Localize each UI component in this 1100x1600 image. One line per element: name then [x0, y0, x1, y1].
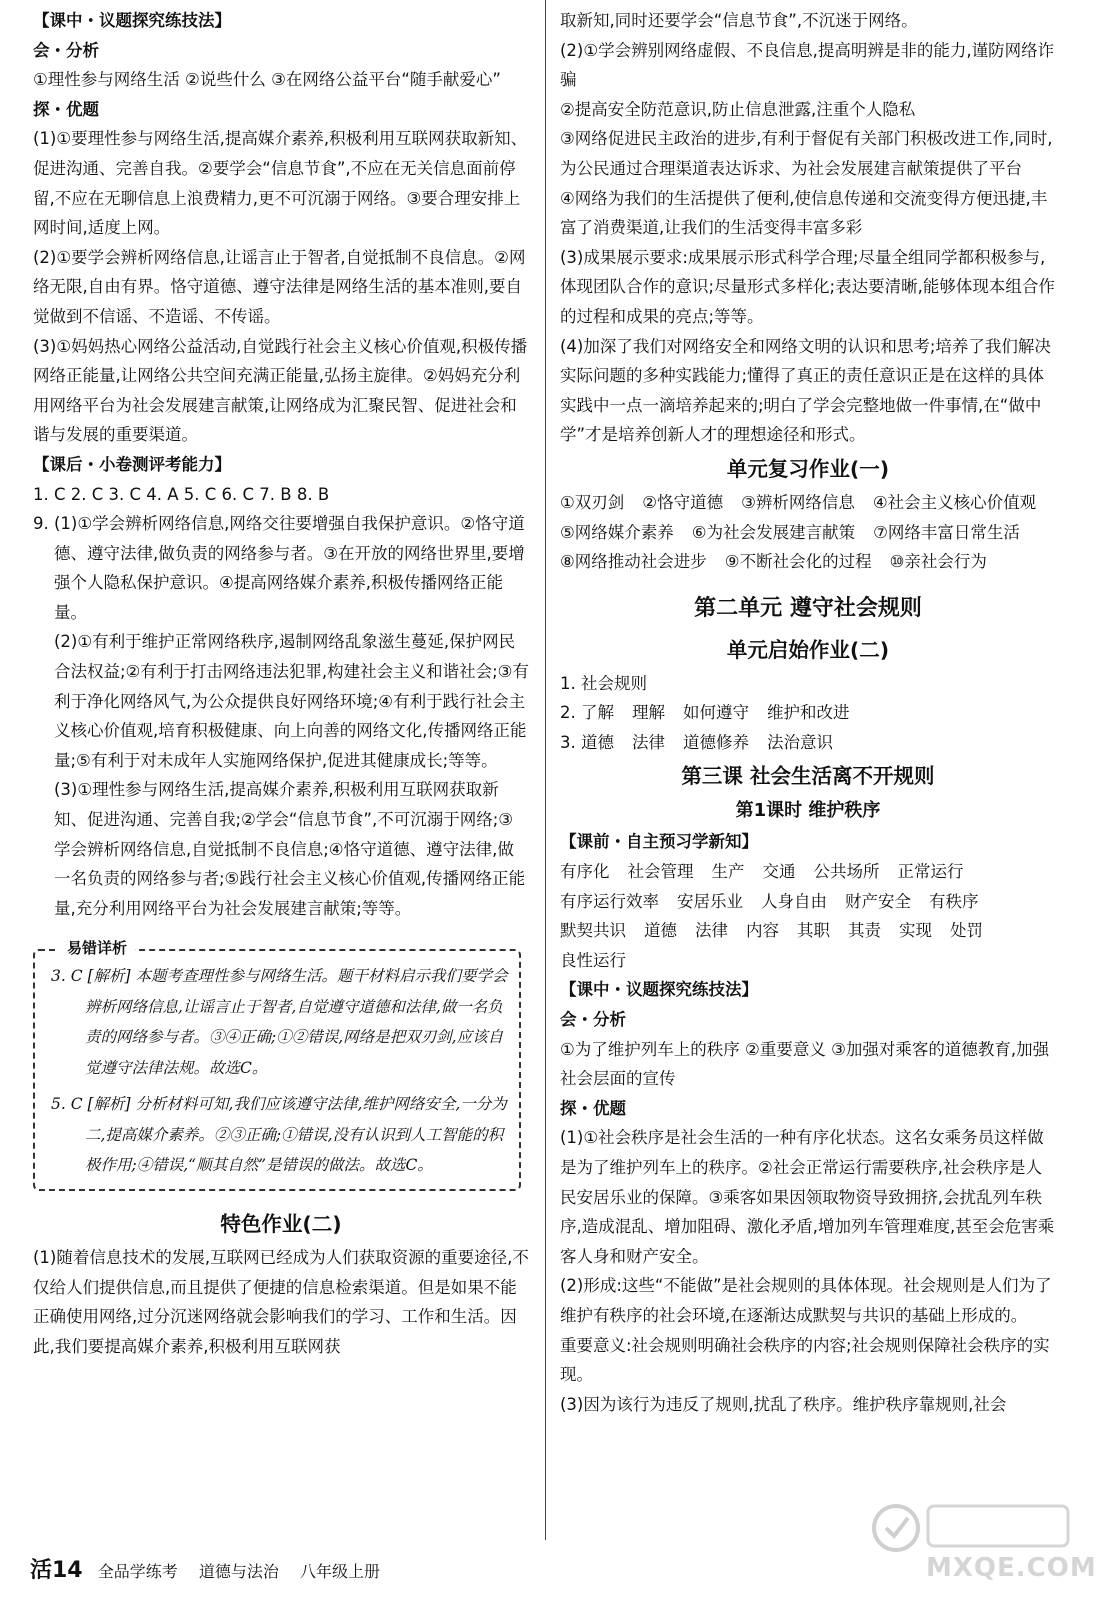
review-item: ⑨不断社会化的过程: [724, 552, 872, 572]
answer-paragraph: (1)①要理性参与网络生活,提高媒介素养,积极利用互联网获取新知、促进沟通、完善自我。②要学会“信息节食”,不应在无关信息面前停留,不应在无聊信息上浪费精力,更不可沉溺于网络。③要合理安排上网时间,适度上网。: [33, 129, 528, 238]
start-word: 法律: [632, 732, 665, 752]
preview-word: 其责: [848, 921, 881, 941]
section-header: 【课中・议题探究练技法】: [560, 980, 758, 1000]
watermark: [868, 1498, 1097, 1590]
answer-paragraph: (4)加深了我们对网络安全和网络文明的认识和思考;培养了我们解决实际问题的多种实践能力;懂得了真正的责任意识正是在这样的具体实践中一点一滴培养起来的;明白了学会完整地做一件事情,在“做中学”才是培养创新人才的理想途径和形式。: [560, 336, 1051, 445]
answer-paragraph: (3)①理性参与网络生活,提高媒介素养,积极利用互联网获取新知、促进沟通、完善自我;②学会“信息节食”,不可沉溺于网络;③学会辨析网络信息,自觉抵制不良信息;④恪守道德、遵守法律,做一名负责的网络参与者;⑤践行社会主义核心价值观,传播网络正能量,充分利用网络平台为社会发展建言献策;等等。: [54, 780, 526, 918]
start-word: 2. 了解: [560, 703, 614, 723]
start-word: 法治意识: [767, 732, 833, 752]
review-item: ②恪守道德: [642, 492, 724, 512]
subheading: 探・优题: [33, 99, 99, 119]
start-answer: [560, 728, 1056, 758]
preview-word: 实现: [899, 921, 932, 941]
unit-review-items: [560, 488, 1056, 577]
answer-paragraph: 重要意义:社会规则明确社会秩序的内容;社会规则保障社会秩序的实现。: [560, 1335, 1050, 1385]
unit-title: 第二单元 遵守社会规则: [694, 595, 922, 621]
left-column: [33, 6, 529, 1361]
choice-answers: 1. C 2. C 3. C 4. A 5. C 6. C 7. B 8. B: [33, 484, 330, 504]
answer-paragraph: ③网络促进民主政治的进步,有利于督促有关部门积极改进工作,同时,为公民通过合理渠道表达诉求、为社会发展建言献策提供了平台: [560, 129, 1053, 178]
preview-word: 默契共识: [560, 921, 626, 941]
book-grade: 八年级上册: [299, 1562, 380, 1581]
column-divider: [545, 0, 546, 1540]
analysis-answer: ①理性参与网络生活 ②说些什么 ③在网络公益平台“随手献爱心”: [33, 70, 501, 90]
preview-word: 法律: [695, 921, 728, 941]
review-item: ①双刃剑: [560, 492, 625, 512]
start-answer: [560, 698, 1056, 728]
start-word: 道德修养: [683, 732, 749, 752]
start-answer: 1. 社会规则: [560, 673, 647, 693]
answer-paragraph: (2)①学会辨别网络虚假、不良信息,提高明辨是非的能力,谨防网络诈骗: [560, 40, 1055, 90]
page-number: 活14: [30, 1558, 83, 1583]
answer-paragraph: (2)形成:这些“不能做”是社会规则的具体体现。社会规则是人们为了维护有秩序的社会环境,在逐渐达成默契与共识的基础上形成的。: [560, 1276, 1052, 1325]
preview-word: 社会管理: [627, 862, 694, 882]
preview-word: 内容: [746, 921, 779, 941]
analysis-answer: ①为了维护列车上的秩序 ②重要意义 ③加强对乘客的道德教育,加强社会层面的宣传: [560, 1039, 1050, 1089]
unit-start-title: 单元启始作业(二): [726, 637, 890, 662]
preview-word: 财产安全: [845, 891, 911, 911]
section-header: 【课前・自主预习学新知】: [560, 832, 758, 852]
right-column: [560, 6, 1056, 1419]
answer-paragraph: 取新知,同时还要学会“信息节食”,不沉迷于网络。: [560, 11, 918, 30]
start-word: 如何遵守: [683, 703, 749, 723]
page-footer: [30, 1556, 396, 1587]
preview-word: 其职: [797, 921, 830, 941]
special-homework-title: 特色作业(二): [220, 1211, 342, 1236]
preview-word: 交通: [762, 862, 796, 882]
answer-paragraph: (1)①社会秩序是社会生活的一种有序化状态。这名女乘务员这样做是为了维护列车上的秩序。②社会正常运行需要秩序,社会秩序是人民安居乐业的保障。③乘客如果因领取物资导致拥挤,会扰乱列车秩序,造成混乱、增加阻碍、激化矛盾,增加列车管理难度,甚至会危害乘客人身和财产安全。: [560, 1128, 1055, 1266]
watermark-text: MXQE.COM: [926, 1553, 1097, 1583]
preview-word: 公共场所: [813, 862, 880, 882]
review-item: ⑥为社会发展建言献策: [691, 522, 856, 542]
review-item: ⑩亲社会行为: [889, 552, 987, 572]
answer-paragraph: (3)①妈妈热心网络公益活动,自觉践行社会主义核心价值观,积极传播网络正能量,让网络公共空间充满正能量,弘扬主旋律。②妈妈充分利用网络平台为社会发展建言献策,让网络成为汇聚民智、促进社会和谐与发展的重要渠道。: [33, 336, 528, 445]
review-item: ⑤网络媒介素养: [560, 522, 674, 542]
review-item: ⑧网络推动社会进步: [560, 552, 707, 572]
answer-paragraph: (1)随着信息技术的发展,互联网已经成为人们获取资源的重要途径,不仅给人们提供信息,而且提供了便捷的信息检索渠道。但是如果不能正确使用网络,过分沉迷网络就会影响我们的学习、工作和生活。因此,我们要提高媒介素养,积极利用互联网获: [33, 1247, 529, 1356]
preview-word: 良性运行: [560, 950, 626, 970]
analysis-item: 5. C [解析] 分析材料可知,我们应该遵守法律,维护网络安全,一分为二,提高媒介素养。②③正确;①错误,没有认识到人工智能的积极作用;④错误,“顺其自然”是错误的做法。故选C。: [51, 1095, 507, 1175]
analysis-item: 3. C [解析] 本题考查理性参与网络生活。题干材料启示我们要学会辨析网络信息,让谣言止于智者,自觉遵守道德和法律,做一名负责的网络参与者。③④正确;①②错误,网络是把双刃剑,应该自觉遵守法律法规。故选C。: [51, 967, 508, 1077]
review-item: ③辨析网络信息: [741, 492, 855, 512]
review-item: ④社会主义核心价值观: [872, 492, 1037, 512]
period-title: 第1课时 维护秩序: [735, 800, 881, 822]
error-analysis-box: [33, 939, 521, 1191]
answer-paragraph: (3)因为该行为违反了规则,扰乱了秩序。维护秩序靠规则,社会: [560, 1394, 1007, 1414]
preview-word: 正常运行: [897, 862, 964, 882]
preview-word: 有秩序: [929, 891, 979, 911]
book-subject: 道德与法治: [198, 1562, 279, 1581]
preview-words: [560, 857, 1056, 975]
section-header: 【课中・议题探究练技法】: [33, 11, 231, 30]
preview-word: 处罚: [950, 921, 983, 941]
start-word: 理解: [632, 703, 665, 723]
preview-word: 安居乐业: [677, 891, 743, 911]
answer-paragraph: ④网络为我们的生活提供了便利,使信息传递和交流变得方便迅捷,丰富了消费渠道,让我们的生活变得丰富多彩: [560, 188, 1048, 238]
unit-review-title: 单元复习作业(一): [726, 456, 890, 481]
answer-paragraph: ②提高安全防范意识,防止信息泄露,注重个人隐私: [560, 99, 916, 119]
start-word: 维护和改进: [767, 703, 850, 723]
answer-paragraph: (3)成果展示要求:成果展示形式科学合理;尽量全组同学都积极参与,体现团队合作的意识;尽量形式多样化;表达要清晰,能够体现本组合作的过程和成果的亮点;等等。: [560, 247, 1055, 326]
subheading: 会・分析: [33, 40, 99, 60]
preview-word: 道德: [644, 921, 677, 941]
review-item: ⑦网络丰富日常生活: [873, 522, 1020, 542]
subheading: 会・分析: [560, 1010, 626, 1030]
preview-word: 有序化: [560, 862, 610, 882]
book-series: 全品学练考: [97, 1562, 178, 1581]
preview-word: 生产: [711, 862, 745, 882]
start-word: 3. 道德: [560, 732, 614, 752]
error-analysis-title: 易错详析: [59, 933, 135, 964]
preview-word: 人身自由: [761, 891, 827, 911]
answer-paragraph: 9. (1)①学会辨析网络信息,网络交往要增强自我保护意识。②恪守道德、遵守法律,做负责的网络参与者。③在开放的网络世界里,要增强个人隐私保护意识。④提高网络媒介素养,积极传播网络正能量。: [33, 514, 525, 622]
answer-paragraph: (2)①要学会辨析网络信息,让谣言止于智者,自觉抵制不良信息。②网络无限,自由有界。恪守道德、遵守法律是网络生活的基本准则,要自觉做到不信谣、不造谣、不传谣。: [33, 247, 526, 326]
section-header: 【课后・小卷测评考能力】: [33, 454, 231, 474]
lesson-title: 第三课 社会生活离不开规则: [681, 764, 935, 789]
answer-paragraph: (2)①有利于维护正常网络秩序,遏制网络乱象滋生蔓延,保护网民合法权益;②有利于打击网络违法犯罪,构建社会主义和谐社会;③有利于净化网络风气,为公众提供良好网络环境;④有利于践行社会主义核心价值观,培育积极健康、向上向善的网络文化,传播网络正能量;⑤有利于对未成年人实施网络保护,促进其健康成长;等等。: [54, 632, 529, 770]
subheading: 探・优题: [560, 1098, 626, 1118]
preview-word: 有序运行效率: [560, 891, 659, 911]
